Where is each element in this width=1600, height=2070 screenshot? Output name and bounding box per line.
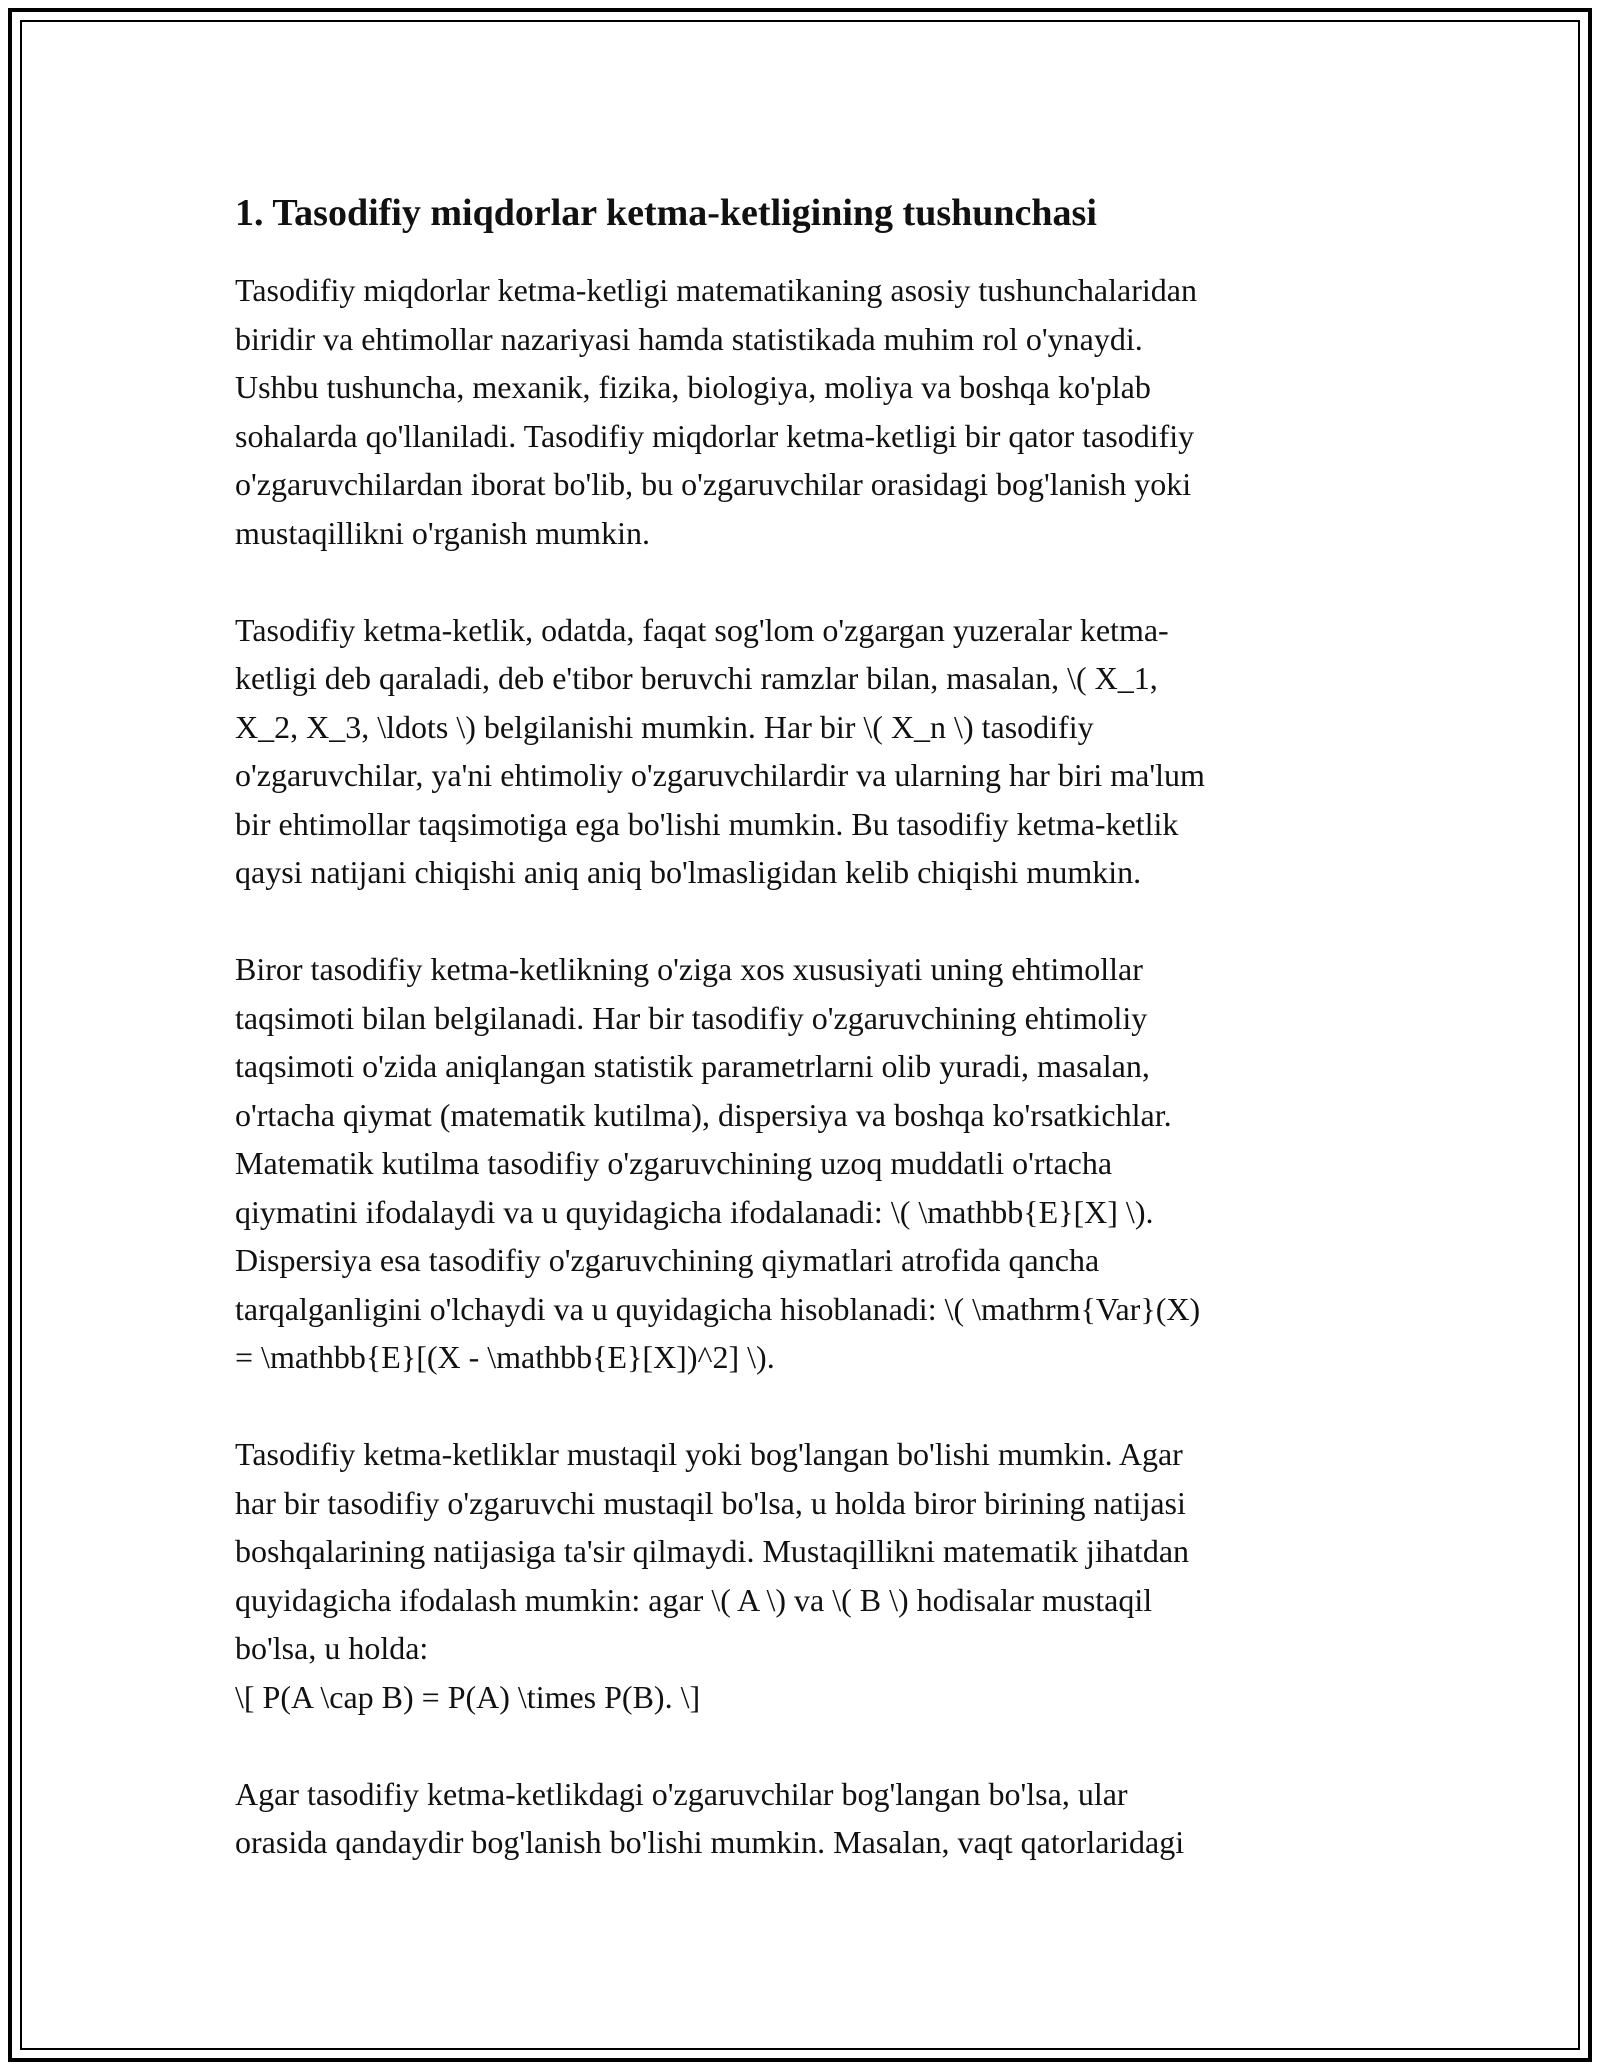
- paragraph-5: [235, 1770, 1355, 1867]
- text-line: bo'lsa, u holda:: [235, 1630, 429, 1666]
- document-body: [235, 188, 1355, 1915]
- section-heading: 1. Tasodifiy miqdorlar ketma-ketligining tushunchasi: [235, 192, 1097, 234]
- text-line: orasida qandaydir bog'lanish bo'lishi mumkin. Masalan, vaqt qatorlaridagi: [235, 1824, 1185, 1860]
- text-line: Biror tasodifiy ketma-ketlikning o'ziga xos xususiyati uning ehtimollar: [235, 951, 1143, 987]
- text-line: Tasodifiy ketma-ketliklar mustaqil yoki bog'langan bo'lishi mumkin. Agar: [235, 1436, 1183, 1472]
- text-line: Agar tasodifiy ketma-ketlikdagi o'zgaruvchilar bog'langan bo'lsa, ular: [235, 1775, 1128, 1812]
- text-line: biridir va ehtimollar nazariyasi hamda statistikada muhim rol o'ynaydi.: [235, 320, 1143, 357]
- formula-line: \[ P(A \cap B) = P(A) \times P(B). \]: [235, 1678, 701, 1715]
- paragraph-2: [235, 606, 1355, 897]
- text-line: mustaqillikni o'rganish mumkin.: [235, 514, 650, 551]
- text-line: tarqalganligini o'lchaydi va u quyidagicha hisoblanadi: \( \mathrm{Var}(X): [235, 1290, 1201, 1327]
- text-line: ketligi deb qaraladi, deb e'tibor beruvchi ramzlar bilan, masalan, \( X_1,: [235, 660, 1158, 696]
- text-line: o'rtacha qiymat (matematik kutilma), dispersiya va boshqa ko'rsatkichlar.: [235, 1096, 1172, 1133]
- paragraph-3: [235, 945, 1355, 1382]
- text-line: har bir tasodifiy o'zgaruvchi mustaqil bo'lsa, u holda biror birining natijasi: [235, 1484, 1186, 1521]
- text-line: Tasodifiy ketma-ketlik, odatda, faqat sog'lom o'zgargan yuzeralar ketma-: [235, 611, 1169, 648]
- text-line: qaysi natijani chiqishi aniq aniq bo'lmasligidan kelib chiqishi mumkin.: [235, 854, 1142, 890]
- text-line: o'zgaruvchilardan iborat bo'lib, bu o'zgaruvchilar orasidagi bog'lanish yoki: [235, 466, 1192, 502]
- paragraph-1: [235, 266, 1355, 557]
- text-line: = \mathbb{E}[(X - \mathbb{E}[X])^2] \).: [235, 1339, 775, 1375]
- text-line: taqsimoti o'zida aniqlangan statistik parametrlarni olib yuradi, masalan,: [235, 1048, 1150, 1084]
- text-line: Matematik kutilma tasodifiy o'zgaruvchining uzoq muddatli o'rtacha: [235, 1145, 1113, 1181]
- text-line: qiymatini ifodalaydi va u quyidagicha ifodalanadi: \( \mathbb{E}[X] \).: [235, 1193, 1154, 1230]
- text-line: Tasodifiy miqdorlar ketma-ketligi matematikaning asosiy tushunchalaridan: [235, 272, 1197, 308]
- text-line: boshqalarining natijasiga ta'sir qilmaydi. Mustaqillikni matematik jihatdan: [235, 1533, 1190, 1569]
- text-line: Dispersiya esa tasodifiy o'zgaruvchining qiymatlari atrofida qancha: [235, 1242, 1100, 1278]
- text-line: o'zgaruvchilar, ya'ni ehtimoliy o'zgaruvchilardir va ularning har biri ma'lum: [235, 757, 1205, 793]
- text-line: sohalarda qo'llaniladi. Tasodifiy miqdorlar ketma-ketligi bir qator tasodifiy: [235, 417, 1195, 454]
- text-line: taqsimoti bilan belgilanadi. Har bir tasodifiy o'zgaruvchining ehtimoliy: [235, 999, 1148, 1036]
- text-line: Ushbu tushuncha, mexanik, fizika, biologiya, moliya va boshqa ko'plab: [235, 369, 1151, 405]
- text-line: quyidagicha ifodalash mumkin: agar \( A \) va \( B \) hodisalar mustaqil: [235, 1581, 1153, 1618]
- text-line: X_2, X_3, \ldots \) belgilanishi mumkin. Har bir \( X_n \) tasodifiy: [235, 708, 1094, 745]
- text-line: bir ehtimollar taqsimotiga ega bo'lishi mumkin. Bu tasodifiy ketma-ketlik: [235, 805, 1179, 842]
- paragraph-4: [235, 1430, 1355, 1721]
